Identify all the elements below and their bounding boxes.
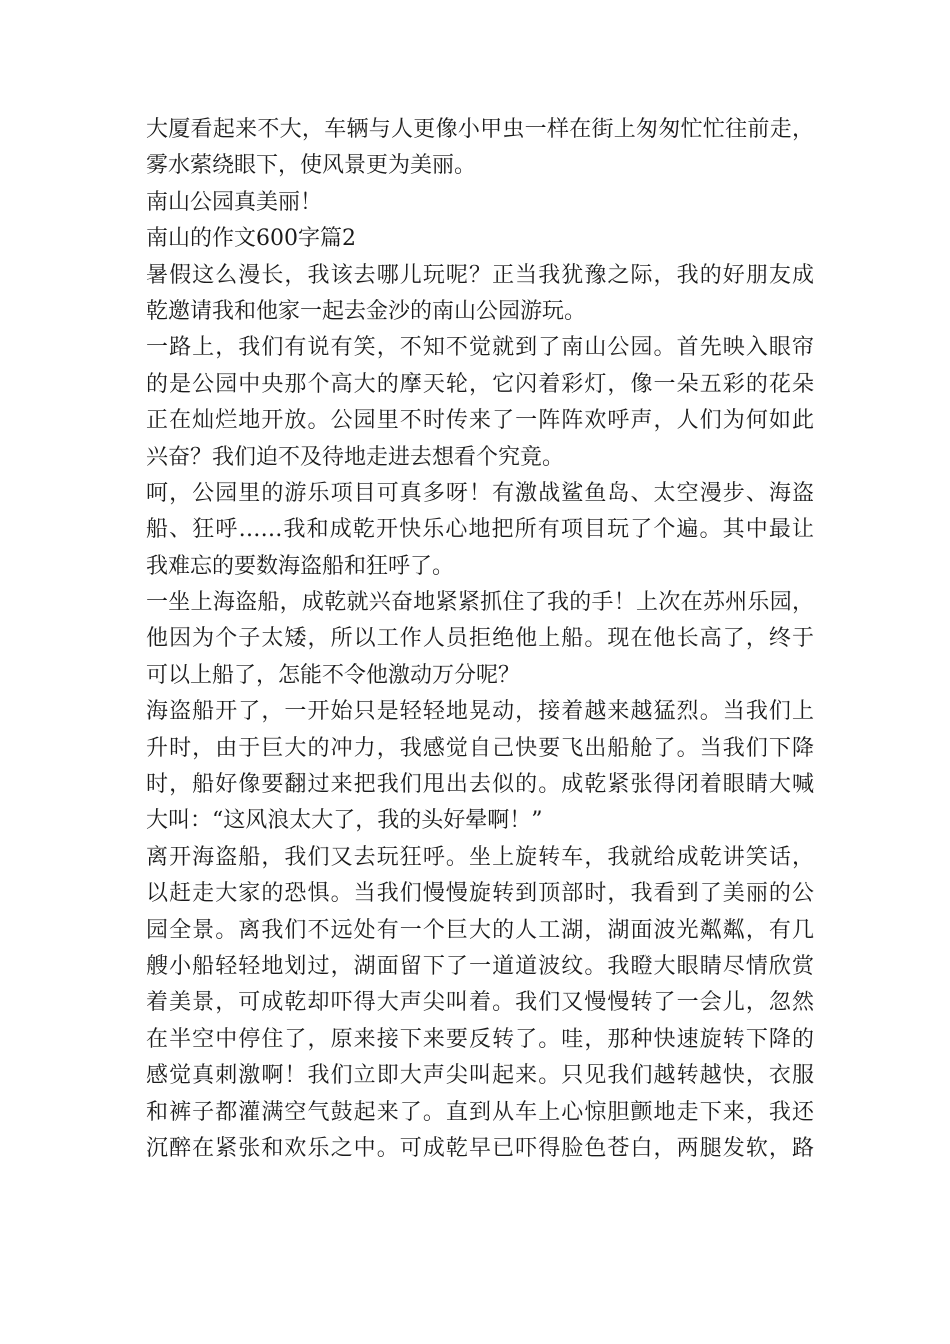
- text-line: 正在灿烂地开放。公园里不时传来了一阵阵欢呼声，人们为何如此: [146, 408, 814, 434]
- text-line: 着美景，可成乾却吓得大声尖叫着。我们又慢慢转了一会儿，忽然: [146, 990, 814, 1016]
- text-line: 升时，由于巨大的冲力，我感觉自己快要飞出船舱了。当我们下降: [146, 735, 814, 761]
- text-line: 雾水萦绕眼下，使风景更为美丽。: [146, 153, 477, 179]
- text-line: 可以上船了，怎能不令他激动万分呢？: [146, 662, 521, 688]
- text-line: 南山公园真美丽！: [146, 189, 323, 215]
- text-line: 海盗船开了，一开始只是轻轻地晃动，接着越来越猛烈。当我们上: [146, 699, 814, 725]
- text-line: 他因为个子太矮，所以工作人员拒绝他上船。现在他长高了，终于: [146, 626, 814, 652]
- text-line: 乾邀请我和他家一起去金沙的南山公园游玩。: [146, 298, 587, 324]
- text-line: 一路上，我们有说有笑，不知不觉就到了南山公园。首先映入眼帘: [146, 335, 814, 361]
- document-body: [146, 112, 814, 1167]
- text-line: 大叫：“这风浪太大了，我的头好晕啊！”: [146, 808, 543, 834]
- text-line: 暑假这么漫长，我该去哪儿玩呢？正当我犹豫之际，我的好朋友成: [146, 262, 814, 288]
- text-line: 一坐上海盗船，成乾就兴奋地紧紧抓住了我的手！上次在苏州乐园，: [146, 590, 814, 616]
- text-line: 的是公园中央那个高大的摩天轮，它闪着彩灯，像一朵五彩的花朵: [146, 371, 814, 397]
- text-line: 以赶走大家的恐惧。当我们慢慢旋转到顶部时，我看到了美丽的公: [146, 881, 814, 907]
- text-line: 离开海盗船，我们又去玩狂呼。坐上旋转车，我就给成乾讲笑话，: [146, 844, 814, 870]
- text-line: 感觉真刺激啊！我们立即大声尖叫起来。只见我们越转越快，衣服: [146, 1063, 814, 1089]
- text-line: 我难忘的要数海盗船和狂呼了。: [146, 553, 455, 579]
- text-line: 大厦看起来不大，车辆与人更像小甲虫一样在街上匆匆忙忙往前走，: [146, 117, 814, 142]
- text-line: 艘小船轻轻地划过，湖面留下了一道道波纹。我瞪大眼睛尽情欣赏: [146, 953, 814, 979]
- text-line: 船、狂呼……我和成乾开快乐心地把所有项目玩了个遍。其中最让: [146, 517, 814, 543]
- text-line: 呵，公园里的游乐项目可真多呀！有激战鲨鱼岛、太空漫步、海盗: [146, 480, 814, 506]
- text-line: 在半空中停住了，原来接下来要反转了。哇，那种快速旋转下降的: [146, 1026, 814, 1052]
- text-line: 南山的作文600字篇2: [146, 226, 356, 252]
- text-line: 沉醉在紧张和欢乐之中。可成乾早已吓得脸色苍白，两腿发软，路: [146, 1135, 814, 1161]
- text-line: 和裤子都灌满空气鼓起来了。直到从车上心惊胆颤地走下来，我还: [146, 1099, 814, 1125]
- text-line: 兴奋？我们迫不及待地走进去想看个究竟。: [146, 444, 565, 470]
- text-line: 时，船好像要翻过来把我们甩出去似的。成乾紧张得闭着眼睛大喊: [146, 772, 814, 798]
- text-line: 园全景。离我们不远处有一个巨大的人工湖，湖面波光粼粼，有几: [146, 917, 814, 943]
